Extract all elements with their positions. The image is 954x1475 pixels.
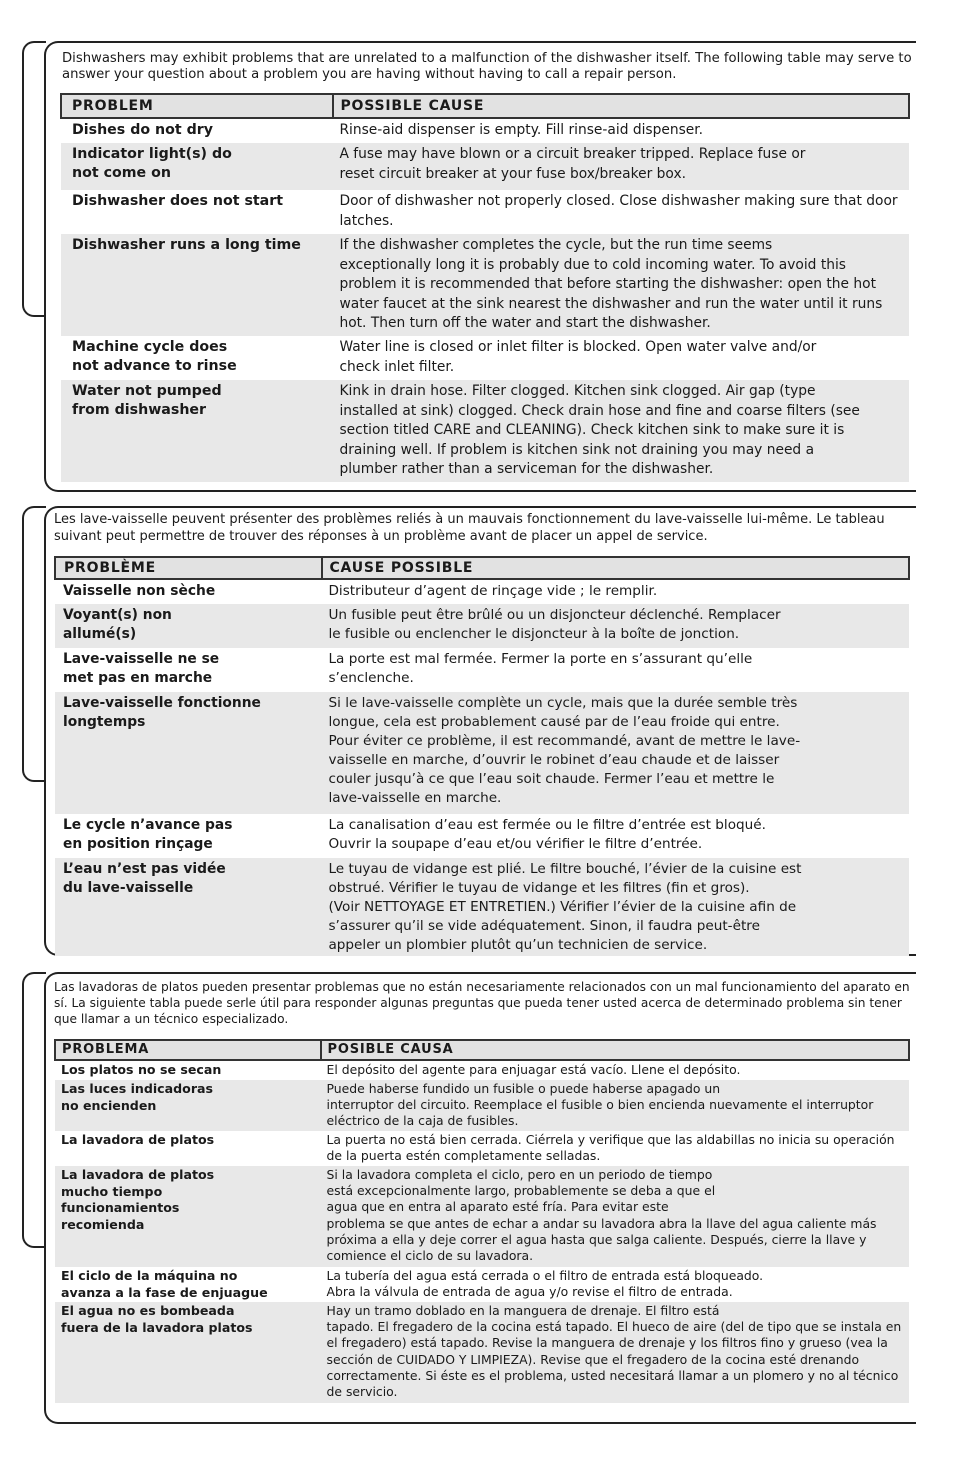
cause-cell: Puede haberse fundido un fusible o puede haberse apagado un interruptor del circuito. Reemplace el fusible o bien encienda nuevamente el interruptor eléctrico de la caja de fusibles. xyxy=(321,1080,909,1131)
cause-cell: Un fusible peut être brûlé ou un disjoncteur déclenché. Remplacer le fusible ou enclencher le disjoncteur à la boîte de jonction. xyxy=(322,604,909,648)
cause-cell: Water line is closed or inlet filter is blocked. Open water valve and/or check inlet filter. xyxy=(339,339,817,375)
cause-column-header xyxy=(322,557,909,579)
cause-cell: Si la lavadora completa el ciclo, pero en un periodo de tiempo está excepcionalmente largo, probablemente se deba a que el agua que en entra al aparato esté fría. Para evitar este problema se que antes de echar a andar su lavadora abra la llave del agua caliente más próxima a ella y deje correr el agua hasta que salga caliente. Después, cierre la llave y comience el ciclo de su lavadora. xyxy=(321,1166,909,1267)
cause-column-header xyxy=(321,1040,909,1060)
table-header xyxy=(55,1040,909,1060)
problem-cell: Le cycle n’avance pas en position rinçage xyxy=(63,817,233,852)
english-troubleshooting-table xyxy=(60,93,910,482)
table-row xyxy=(55,1302,909,1403)
cause-cell: Kink in drain hose. Filter clogged. Kitchen sink clogged. Air gap (type installed at sink) clogged. Check drain hose and fine and coarse filters (see section titled CARE and CLEANING). Check kitchen sink to make sure it is draining well. If problem is kitchen sink not draining you may need a plumber rather than a serviceman for the dishwasher. xyxy=(333,380,909,482)
problem-cell: Dishwasher runs a long time xyxy=(61,234,333,336)
column-header-label: CAUSE POSSIBLE xyxy=(329,560,474,576)
column-header-label: PROBLEMA xyxy=(62,1042,150,1057)
table-row xyxy=(55,1080,909,1131)
problem-cell: Voyant(s) non allumé(s) xyxy=(55,604,322,648)
english-section-tab xyxy=(22,41,46,317)
problem-cell: El ciclo de la máquina no avanza a la fase de enjuague xyxy=(61,1268,268,1300)
cause-cell: La canalisation d’eau est fermée ou le filtre d’entrée est bloqué. Ouvrir la soupape d’eau et/ou vérifier le filtre d’entrée. xyxy=(328,817,766,852)
problem-cell: Las luces indicadoras no encienden xyxy=(55,1080,321,1131)
table-row xyxy=(55,1166,909,1267)
problem-cell: Dishwasher does not start xyxy=(72,193,284,209)
spanish-section-tab xyxy=(22,972,46,1248)
problem-cell: Machine cycle does not advance to rinse xyxy=(72,339,237,374)
table-row xyxy=(55,1267,909,1302)
cause-cell: Distributeur d’agent de rinçage vide ; le remplir. xyxy=(328,583,658,599)
cause-cell: Le tuyau de vidange est plié. Le filtre bouché, l’évier de la cuisine est obstrué. Vérifier le tuyau de vidange et les filtres (fin et gros). (Voir NETTOYAGE ET ENTRETIEN.) Vérifier l’évier de la cuisine afin de s’assurer qu’il se vide adéquatement. Sinon, il faudra peut-être appeler un plombier plutôt qu’un technicien de service. xyxy=(322,858,909,956)
column-header-label: POSIBLE CAUSA xyxy=(327,1042,454,1057)
cause-cell: A fuse may have blown or a circuit breaker tripped. Replace fuse or reset circuit breaker at your fuse box/breaker box. xyxy=(333,143,909,190)
problem-column-header xyxy=(55,557,322,579)
problem-cell: Dishes do not dry xyxy=(72,122,214,138)
table-row xyxy=(55,1131,909,1166)
problem-column-header xyxy=(61,94,333,118)
cause-cell: La tubería del agua está cerrada o el filtro de entrada está bloqueado. Abra la válvula de entrada de agua y/o revise el filtro de entrada. xyxy=(326,1268,764,1300)
problem-cell: Vaisselle non sèche xyxy=(63,583,216,599)
cause-column-header xyxy=(333,94,909,118)
column-header-label: PROBLÈME xyxy=(64,560,156,576)
column-header-label: POSSIBLE CAUSE xyxy=(340,98,485,114)
problem-column-header xyxy=(55,1040,321,1060)
cause-cell: Door of dishwasher not properly closed. Close dishwasher making sure that door latches. xyxy=(339,193,898,229)
cause-cell: If the dishwasher completes the cycle, but the run time seems exceptionally long it is probably due to cold incoming water. To avoid this problem it is recommended that before starting the dishwasher: open the hot water faucet at the sink nearest the dishwasher and run the water until it runs hot. Then turn off the water and start the dishwasher. xyxy=(333,234,909,336)
table-row xyxy=(55,692,909,814)
table-row xyxy=(55,814,909,858)
table-row xyxy=(55,604,909,648)
table-header xyxy=(61,94,909,118)
problem-cell: Indicator light(s) do not come on xyxy=(61,143,333,190)
cause-cell: La porte est mal fermée. Fermer la porte en s’assurant qu’elle s’enclenche. xyxy=(328,651,753,686)
table-row xyxy=(55,648,909,692)
cause-cell: Si le lave-vaisselle complète un cycle, mais que la durée semble très longue, cela est probablement causé par de l’eau froide qui entre. Pour éviter ce problème, il est recommandé, avant de mettre le lave- vaisselle en marche, d’ouvrir le robinet d’eau chaude et de laisser couler jusqu’à ce que l’eau soit chaude. Fermer l’eau et mettre le lave-vaisselle en marche. xyxy=(322,692,909,814)
cause-cell: El depósito del agente para enjuagar está vacío. Llene el depósito. xyxy=(326,1062,741,1077)
cause-cell: Rinse-aid dispenser is empty. Fill rinse-aid dispenser. xyxy=(339,122,704,138)
table-row xyxy=(55,579,909,604)
french-intro: Les lave-vaisselle peuvent présenter des problèmes reliés à un mauvais fonctionnement du lave-vaisselle lui-même. Le tableau suivant peut permettre de trouver des réponses à un problème avant de placer un appel de service. xyxy=(54,512,885,544)
table-row xyxy=(61,380,909,482)
table-row xyxy=(61,118,909,143)
english-intro: Dishwashers may exhibit problems that are unrelated to a malfunction of the dishwasher itself. The following table may serve to answer your question about a problem you are having without having to call a repair person. xyxy=(62,51,912,82)
table-row xyxy=(61,336,909,380)
problem-cell: Water not pumped from dishwasher xyxy=(61,380,333,482)
french-troubleshooting-table xyxy=(54,556,910,956)
problem-cell: Lave-vaisselle fonctionne longtemps xyxy=(55,692,322,814)
cause-cell: La puerta no está bien cerrada. Ciérrela y verifique que las aldabillas no inicia su operación de la puerta estén completamente selladas. xyxy=(326,1132,895,1164)
problem-cell: El agua no es bombeada fuera de la lavadora platos xyxy=(55,1302,321,1403)
column-header-label: PROBLEM xyxy=(72,98,154,114)
table-row xyxy=(61,143,909,190)
problem-cell: La lavadora de platos mucho tiempo funcionamientos recomienda xyxy=(55,1166,321,1267)
table-row xyxy=(55,1060,909,1080)
table-row xyxy=(61,190,909,234)
problem-cell: Los platos no se secan xyxy=(61,1062,222,1077)
spanish-intro: Las lavadoras de platos pueden presentar problemas que no están necesariamente relacionados con un mal funcionamiento del aparato en sí. La siguiente tabla puede serle útil para responder algunas preguntas que pueda tener usted acerca de determinado problema sin tener que llamar a un técnico especializado. xyxy=(54,980,910,1026)
table-row xyxy=(55,858,909,956)
problem-cell: L’eau n’est pas vidée du lave-vaisselle xyxy=(55,858,322,956)
spanish-troubleshooting-table xyxy=(54,1039,910,1403)
table-header xyxy=(55,557,909,579)
french-section-tab xyxy=(22,506,46,782)
table-row xyxy=(61,234,909,336)
problem-cell: La lavadora de platos xyxy=(61,1132,215,1147)
cause-cell: Hay un tramo doblado en la manguera de drenaje. El filtro está tapado. El fregadero de la cocina está tapado. El hueco de aire (del de tipo que se instala en el fregadero) está tapado. Revise la manguera de drenaje y los filtros fino y grueso (vea la sección de CUIDADO Y LIMPIEZA). Revise que el fregadero de la cocina esté drenando correctamente. Si éste es el problema, usted necesitará llamar a un plomero y no al técnico de servicio. xyxy=(321,1302,909,1403)
problem-cell: Lave-vaisselle ne se met pas en marche xyxy=(63,651,220,686)
